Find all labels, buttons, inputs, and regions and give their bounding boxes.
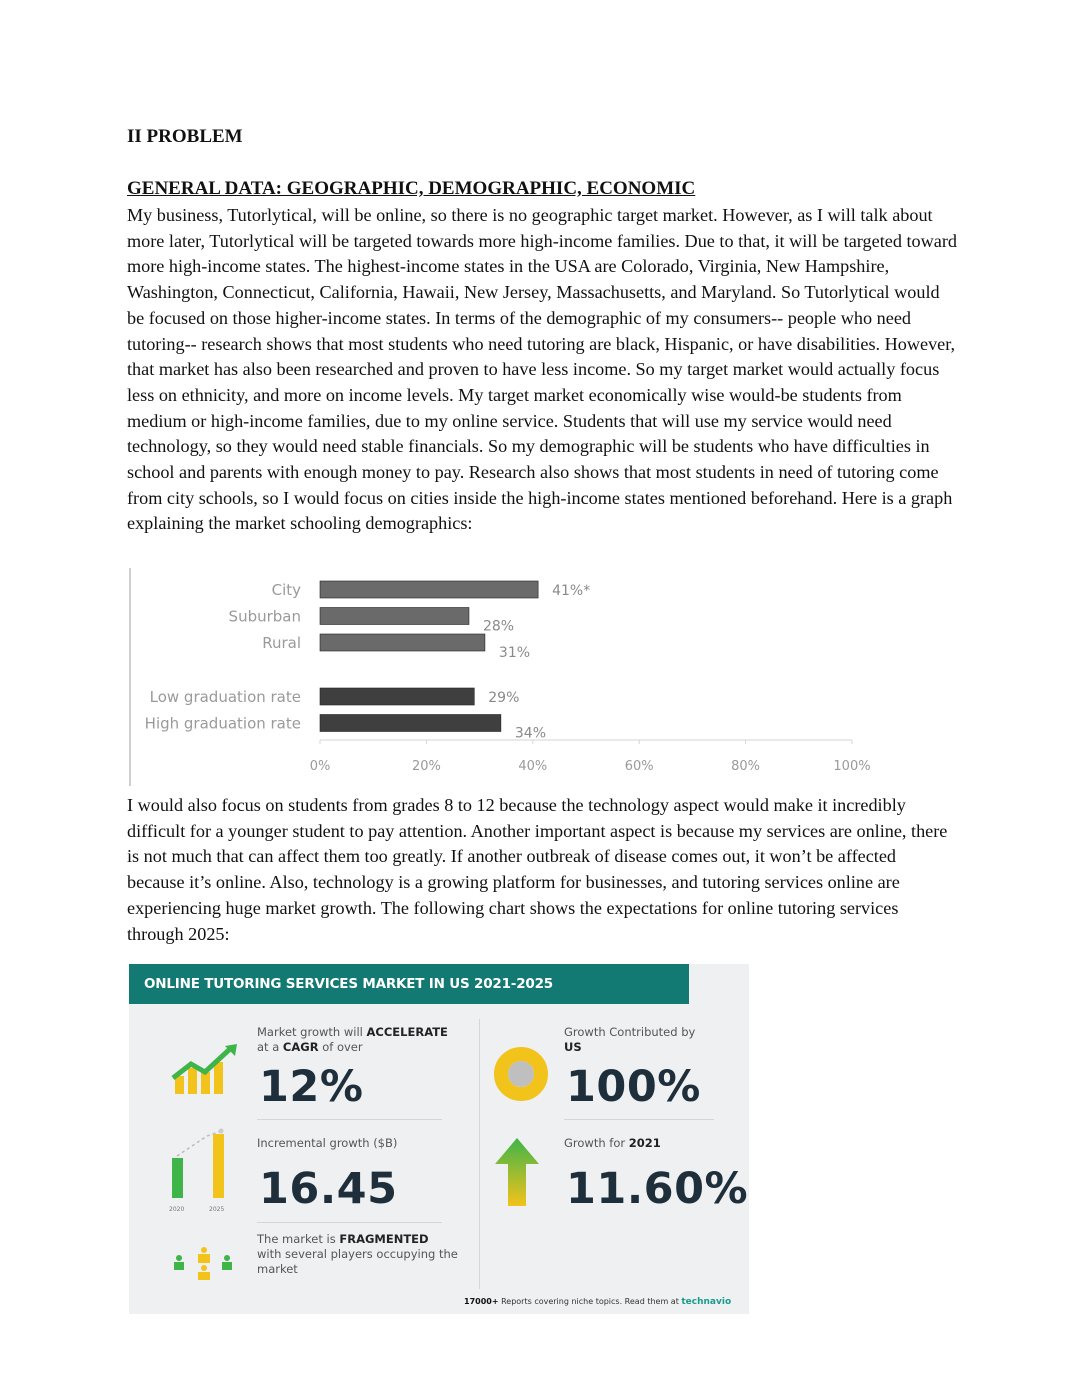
- category-label-rural: Rural: [262, 634, 301, 652]
- category-label-suburban: Suburban: [228, 607, 301, 626]
- growth-year-caption: Growth for 2021: [564, 1136, 661, 1150]
- data-label-suburban: 28%: [482, 618, 515, 635]
- ring-icon: [493, 1046, 549, 1102]
- up-arrow-icon: [493, 1136, 541, 1208]
- section-title: II PROBLEM: [127, 126, 243, 147]
- x-tick-label: 100%: [833, 759, 871, 774]
- contribution-caption: Growth Contributed by US: [564, 1025, 696, 1054]
- bar-suburban: [320, 608, 469, 625]
- x-tick-label: 20%: [411, 759, 441, 774]
- body-paragraph-2: I would also focus on students from grades 8 to 12 because the technology aspect would make it incredibly difficult for a younger student to pay attention. Another important aspect is because my services are online, there is not much that can affect them too greatly. If another outbreak of disease comes out, it won’t be affected because it’s online. Also, technology is a growing platform for businesses, and tutoring services online are experiencing huge market growth. The following chart shows the expectations for online tutoring services through 2025:: [127, 795, 948, 944]
- section-subheading: GENERAL DATA: GEOGRAPHIC, DEMOGRAPHIC, ECONOMIC: [127, 178, 696, 199]
- contribution-value: 100%: [566, 1062, 701, 1112]
- x-tick-label: 0%: [309, 759, 331, 774]
- data-label-city: 41%*: [552, 583, 591, 599]
- cagr-caption: Market growth will ACCELERATE at a CAGR of over: [257, 1025, 448, 1054]
- body-paragraph-1: My business, Tutorlytical, will be online, so there is no geographic target market. However, as I will talk about more later, Tutorlytical will be targeted towards more high-income families. Due to that, it will be targeted toward more high-income states. The highest-income states in the USA are Colorado, Virginia, New Hampshire, Washington, Connecticut, California, Hawaii, New Jersey, Massachusetts, and Maryland. So Tutorlytical would be focused on those higher-income states. In terms of the demographic of my consumers-- people who need tutoring-- research shows that most students who need tutoring are black, Hispanic, or have disabilities. However, that market has also been researched and proven to have less income. So my target market would actually focus less on ethnicity, and more on income levels. My target market economically wise would-be students from medium or high-income families, due to my online service. Students that will use my service would need technology, so they would need stable financials. So my demographic will be students who have difficulties in school and parents with enough money to pay. Research also shows that most students in need of tutoring come from city schools, so I would focus on cities inside the high-income states mentioned beforehand. Here is a graph explaining the market schooling demographics:: [127, 205, 957, 534]
- category-label-high-graduation-rate: High graduation rate: [144, 714, 301, 733]
- category-label-city: City: [271, 581, 301, 599]
- players-icon: [169, 1242, 241, 1282]
- infographic-title: ONLINE TUTORING SERVICES MARKET IN US 2021-2025: [144, 976, 553, 992]
- x-tick-label: 40%: [518, 759, 548, 774]
- end-year-label: 2025: [209, 1206, 225, 1213]
- data-label-low-graduation-rate: 29%: [488, 690, 520, 706]
- infographic-footer: 17000+ Reports covering niche topics. Read them at technavio: [464, 1297, 732, 1307]
- incremental-growth-label: Incremental growth ($B): [257, 1136, 398, 1150]
- x-tick-label: 80%: [731, 759, 761, 774]
- incremental-growth-value: 16.45: [259, 1164, 398, 1214]
- start-year-label: 2020: [169, 1206, 185, 1213]
- fragmented-caption: The market is FRAGMENTED with several players occupying the market: [257, 1232, 458, 1276]
- bar-high-graduation-rate: [320, 715, 501, 732]
- data-label-rural: 31%: [498, 645, 531, 661]
- bar-low-graduation-rate: [320, 688, 474, 705]
- category-label-low-graduation-rate: Low graduation rate: [149, 688, 301, 706]
- growth-year-value: 11.60%: [566, 1164, 749, 1214]
- growth-chart-icon: [171, 1044, 241, 1099]
- online-tutoring-market-infographic: [129, 964, 749, 1314]
- data-label-high-graduation-rate: 34%: [514, 725, 547, 742]
- bar-city: [320, 581, 538, 598]
- x-tick-label: 60%: [624, 759, 654, 774]
- schooling-demographics-bar-chart: [128, 566, 888, 788]
- bar-rural: [320, 634, 485, 651]
- technavio-logo-text: technavio: [681, 1297, 732, 1307]
- cagr-value: 12%: [259, 1062, 364, 1112]
